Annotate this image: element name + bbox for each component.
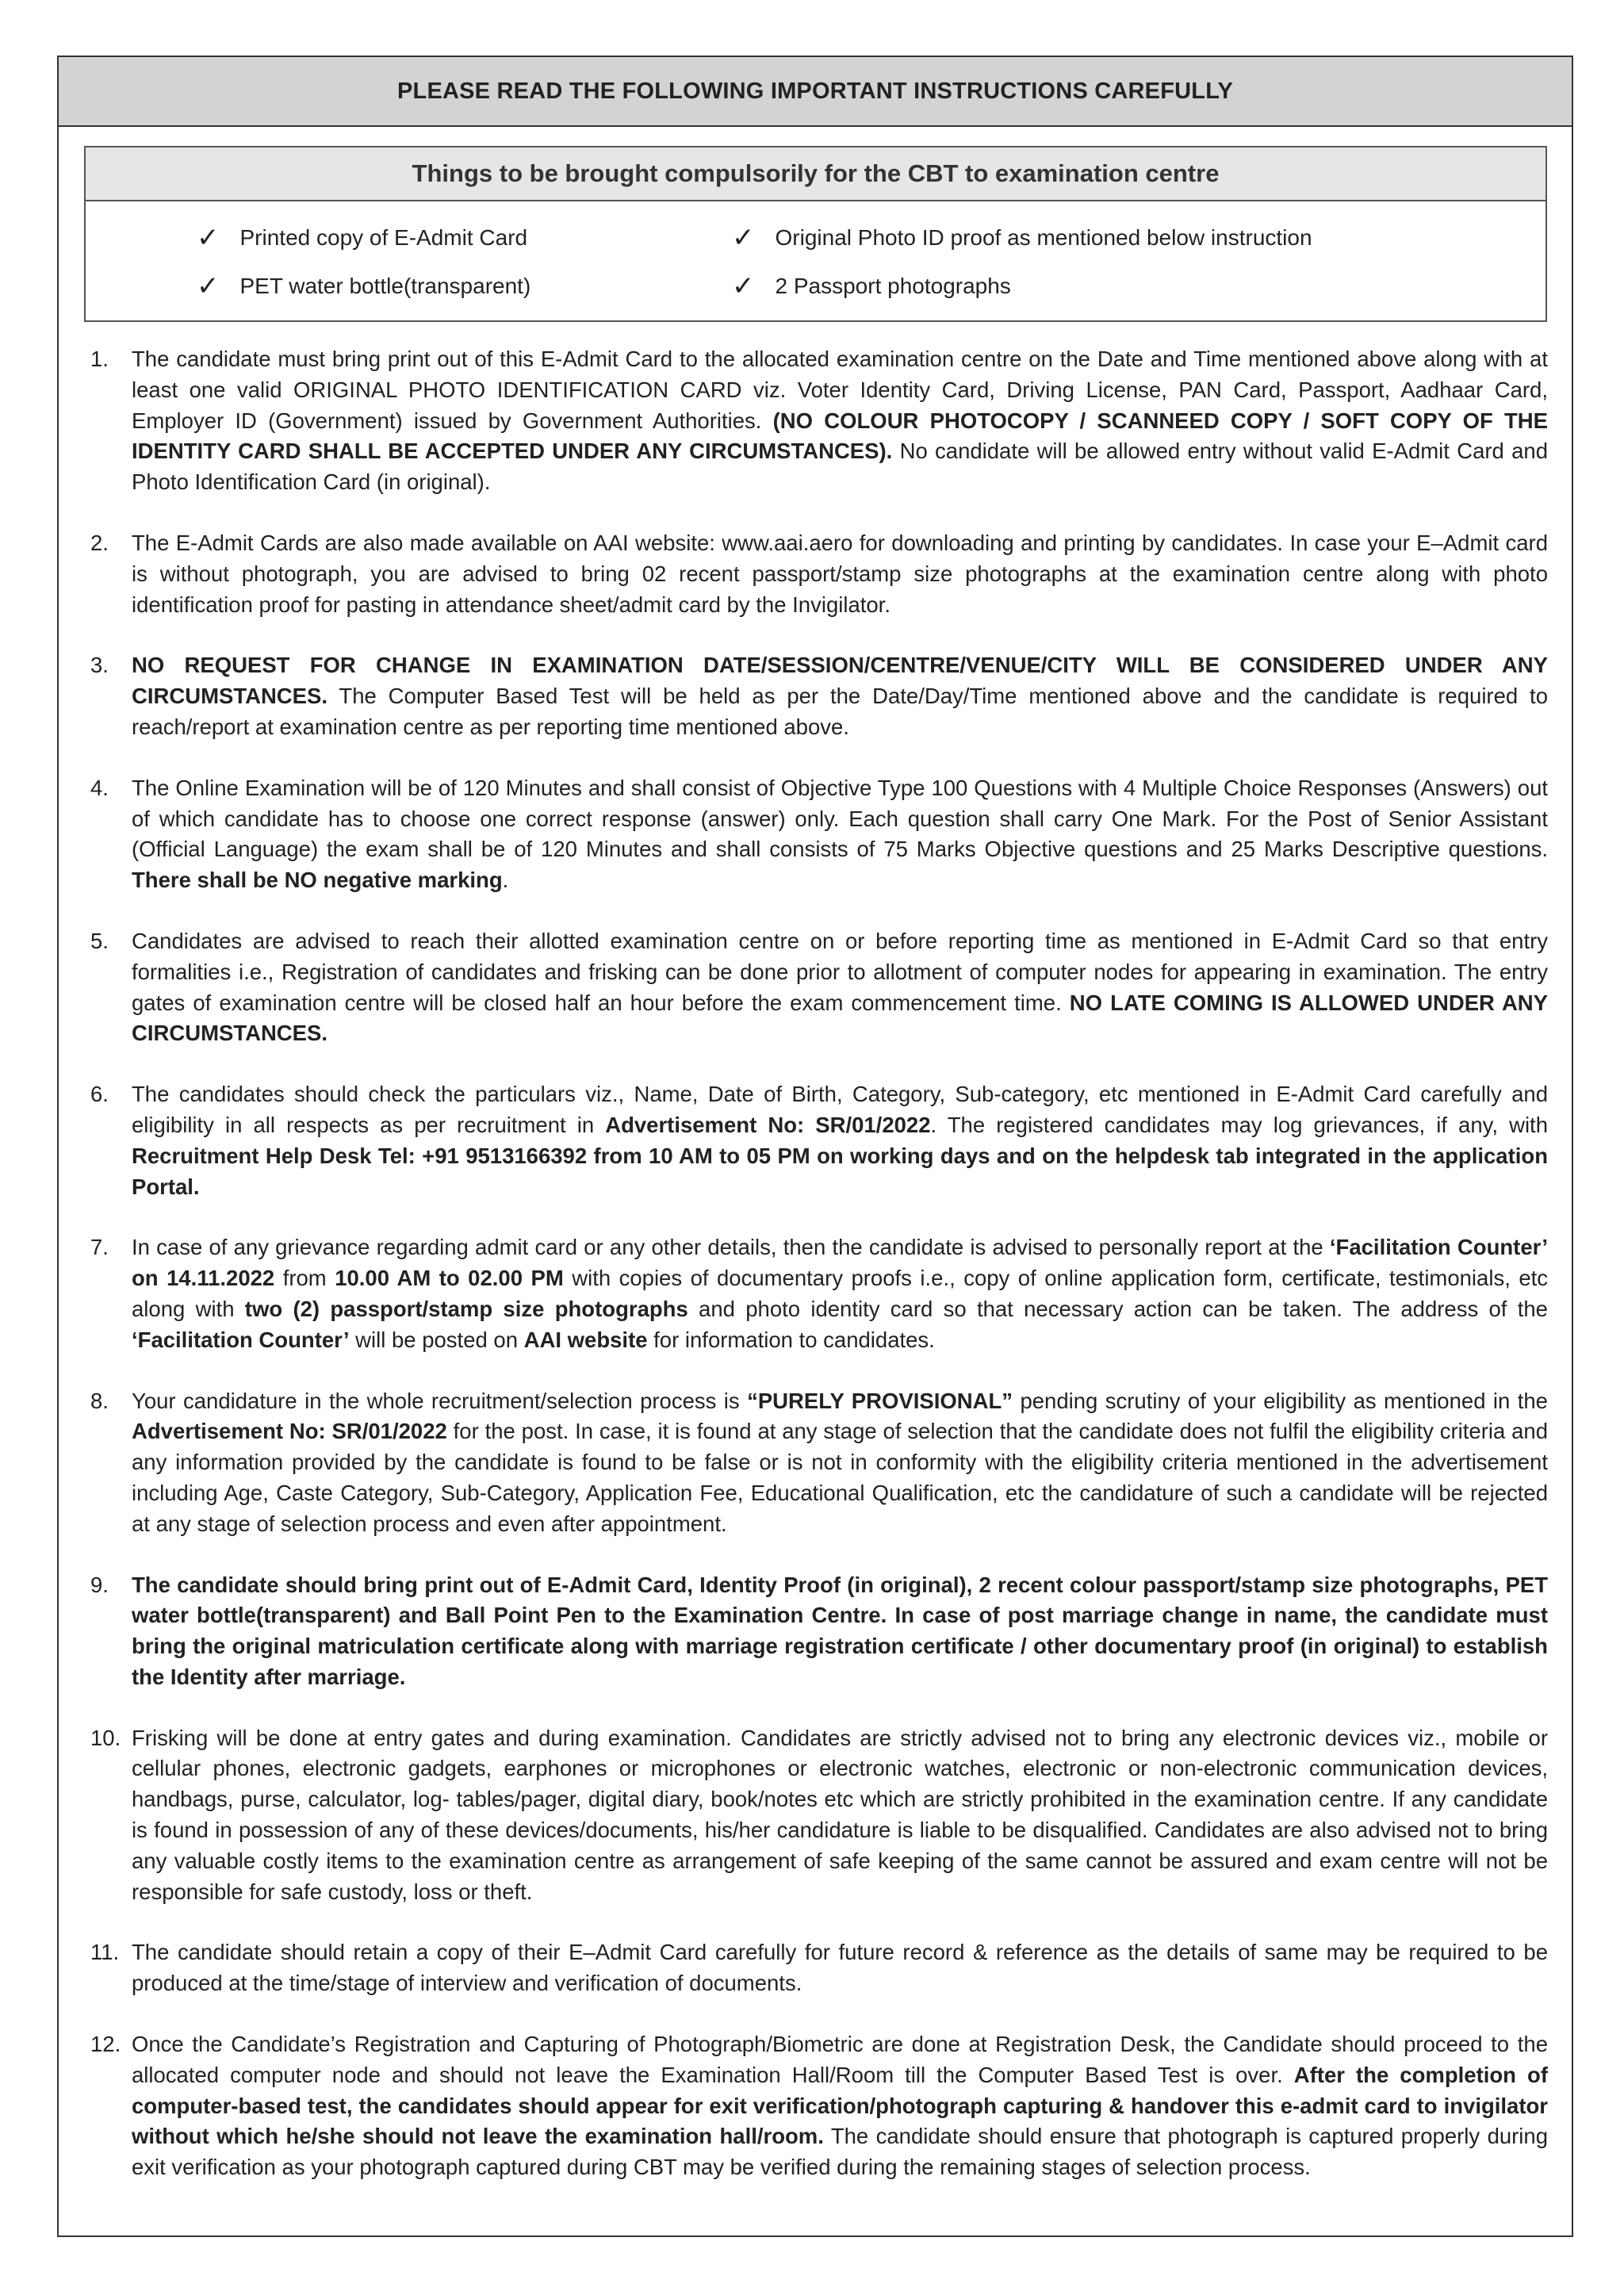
- instruction-plain-text: from: [274, 1266, 335, 1291]
- instruction-plain-text: Your candidature in the whole recruitment/selection process is: [132, 1388, 748, 1413]
- instruction-item: [90, 1570, 1548, 1693]
- instruction-plain-text: The E-Admit Cards are also made available on AAI website: www.aai.aero for downloading and printing by candidates. In case your E–Admit card is without photograph, you are advised to bring 02 recent passport/stamp size photographs at the examination centre along with photo identification proof for pasting in attendance sheet/admit card by the Invigilator.: [132, 530, 1548, 617]
- instruction-bold-text: NO REQUEST FOR CHANGE IN EXAMINATION DATE/SESSION/CENTRE/VENUE/CITY WILL BE CONSIDERED UNDER ANY CIRCUMSTANCES.: [132, 653, 1548, 709]
- instruction-bold-text: (NO COLOUR PHOTOCOPY / SCANNEED COPY / SOFT COPY OF THE IDENTITY CARD SHALL BE ACCEPTED UNDER ANY CIRCUMSTANCES).: [132, 408, 1548, 464]
- instruction-plain-text: . The registered candidates may log grievances, if any, with: [930, 1112, 1548, 1137]
- instruction-bold-text: The candidate should bring print out of E-Admit Card, Identity Proof (in original), 2 recent colour passport/stamp size photographs, PET water bottle(transparent) and Ball Point Pen to the Examination Centre. In case of post marriage change in name, the candidate must bring the original matriculation certificate along with marriage registration certificate / other documentary proof (in original) to establish the Identity after marriage.: [132, 1572, 1548, 1689]
- things-to-bring-box: [84, 146, 1547, 322]
- instruction-number: 6.: [90, 1082, 109, 1107]
- instruction-number: 5.: [90, 928, 109, 953]
- instruction-text: [132, 773, 1548, 896]
- instruction-number: 12.: [90, 2032, 121, 2057]
- instruction-plain-text: The Online Examination will be of 120 Minutes and shall consist of Objective Type 100 Questions with 4 Multiple Choice Responses (Answers) out of which candidate has to choose one correct response (answer) only. Each question shall carry One Mark. For the Post of Senior Assistant (Official Language) the exam shall be of 120 Minutes and shall consists of 75 Marks Objective questions and 25 Marks Descriptive questions.: [132, 775, 1548, 862]
- instruction-bold-text: AAI website: [523, 1327, 648, 1352]
- instruction-list: [90, 344, 1548, 2213]
- instruction-plain-text: The Computer Based Test will be held as per the Date/Day/Time mentioned above and the candidate is required to reach/report at examination centre as per reporting time mentioned above.: [132, 684, 1548, 739]
- instruction-number: 1.: [90, 347, 109, 371]
- check-mark-icon: ✓: [197, 270, 220, 302]
- instruction-text: [132, 528, 1548, 620]
- instruction-item: [90, 1723, 1548, 1908]
- instruction-plain-text: No candidate will be allowed entry without valid E-Admit Card and Photo Identification Card (in original).: [132, 439, 1548, 495]
- instruction-number: 10.: [90, 1725, 121, 1750]
- instruction-bold-text: two (2) passport/stamp size photographs: [244, 1296, 688, 1321]
- instruction-number: 9.: [90, 1572, 109, 1597]
- instruction-bold-text: NO LATE COMING IS ALLOWED UNDER ANY CIRCUMSTANCES.: [132, 990, 1549, 1046]
- instruction-number: 11.: [90, 1940, 120, 1965]
- instruction-item: [90, 650, 1548, 742]
- check-mark-icon: ✓: [732, 270, 755, 302]
- check-list-item: [197, 270, 530, 302]
- instruction-text: [132, 1079, 1548, 1202]
- instruction-number: 7.: [90, 1235, 109, 1260]
- instruction-bold-text: “PURELY PROVISIONAL”: [747, 1388, 1013, 1413]
- check-list-item: [197, 222, 527, 254]
- instruction-plain-text: The candidate should ensure that photograph is captured properly during exit verification as your photograph captured during CBT may be verified during the remaining stages of selection process.: [132, 2124, 1549, 2180]
- instruction-number: 4.: [90, 775, 109, 800]
- instruction-plain-text: The candidate should retain a copy of their E–Admit Card carefully for future record & reference as the details of same may be required to be produced at the time/stage of interview and verification of documents.: [132, 1940, 1548, 1996]
- instruction-text: [132, 1232, 1548, 1355]
- instruction-bold-text: Recruitment Help Desk Tel: +91 9513166392 from 10 AM to 05 PM on working days and on the helpdesk tab integrated in the application Portal.: [132, 1143, 1548, 1199]
- instruction-item: [90, 1386, 1548, 1540]
- instruction-plain-text: and photo identity card so that necessary action can be taken. The address of the: [688, 1296, 1548, 1321]
- instruction-plain-text: The candidates should check the particulars viz., Name, Date of Birth, Category, Sub-category, etc mentioned in E-Admit Card carefully and eligibility in all respects as per recruitment in: [132, 1082, 1548, 1137]
- instruction-bold-text: After the completion of computer-based test, the candidates should appear for exit verification/photograph capturing & handover this e-admit card to invigilator without which he/she should not leave the examination hall/room.: [132, 2062, 1548, 2149]
- instruction-bold-text: Advertisement No: SR/01/2022: [132, 1419, 447, 1444]
- instruction-text: [132, 650, 1548, 742]
- instruction-bold-text: There shall be NO negative marking: [132, 868, 503, 893]
- instruction-plain-text: pending scrutiny of your eligibility as mentioned in the: [1013, 1388, 1548, 1413]
- instruction-item: [90, 926, 1548, 1049]
- instruction-plain-text: Once the Candidate’s Registration and Capturing of Photograph/Biometric are done at Registration Desk, the Candidate should proceed to the allocated computer node and should not leave the Examination Hall/Room till the Computer Based Test is over.: [132, 2032, 1548, 2087]
- instruction-plain-text: for the post. In case, it is found at any stage of selection that the candidate does not fulfil the eligibility criteria and any information provided by the candidate is found to be false or is not in conformity with the eligibility criteria mentioned in the advertisement including Age, Caste Category, Sub-Category, Application Fee, Educational Qualification, etc the candidature of such a candidate will be rejected at any stage of selection process and even after appointment.: [132, 1419, 1548, 1536]
- instruction-text: [132, 1570, 1548, 1693]
- instruction-plain-text: The candidate must bring print out of this E-Admit Card to the allocated examination centre on the Date and Time mentioned above along with at least one valid ORIGINAL PHOTO IDENTIFICATION CARD viz. Voter Identity Card, Driving License, PAN Card, Passport, Aadhaar Card, Employer ID (Government) issued by Government Authorities.: [132, 347, 1548, 433]
- check-list-label: 2 Passport photographs: [775, 274, 1011, 298]
- instruction-text: [132, 1937, 1548, 1999]
- instruction-item: [90, 1937, 1548, 1999]
- instruction-plain-text: .: [502, 868, 509, 893]
- check-mark-icon: ✓: [732, 222, 755, 254]
- instruction-plain-text: with copies of documentary proofs i.e., copy of online application form, certificate, testimonials, etc along with: [132, 1266, 1549, 1321]
- instructions-frame: [57, 56, 1573, 2237]
- instruction-bold-text: ‘Facilitation Counter’: [132, 1327, 350, 1352]
- instructions-header: [59, 57, 1572, 127]
- check-list-label: PET water bottle(transparent): [239, 274, 531, 298]
- check-mark-icon: ✓: [197, 222, 220, 254]
- instruction-plain-text: Candidates are advised to reach their allotted examination centre on or before reporting time as mentioned in E-Admit Card so that entry formalities i.e., Registration of candidates and frisking can be done prior to allotment of computer nodes for appearing in examination. The entry gates of examination centre will be closed half an hour before the exam commencement time.: [132, 928, 1548, 1015]
- instruction-item: [90, 528, 1548, 620]
- instruction-item: [90, 1232, 1548, 1355]
- check-list-item: [732, 222, 1312, 254]
- instruction-text: [132, 344, 1548, 498]
- instruction-item: [90, 2029, 1548, 2183]
- instruction-item: [90, 1079, 1548, 1202]
- instruction-number: 8.: [90, 1388, 109, 1413]
- check-list-label: Printed copy of E-Admit Card: [239, 225, 528, 250]
- instruction-bold-text: Advertisement No: SR/01/2022: [605, 1112, 931, 1137]
- instruction-text: [132, 926, 1548, 1049]
- instruction-plain-text: In case of any grievance regarding admit card or any other details, then the candidate is advised to personally report at the: [132, 1235, 1330, 1260]
- instruction-item: [90, 773, 1548, 896]
- instruction-plain-text: for information to candidates.: [647, 1327, 935, 1352]
- instruction-bold-text: ‘Facilitation Counter’ on 14.11.2022: [132, 1235, 1548, 1291]
- instruction-bold-text: 10.00 AM to 02.00 PM: [335, 1266, 564, 1291]
- things-to-bring-heading: Things to be brought compulsorily for the CBT to examination centre: [412, 159, 1220, 187]
- instruction-text: [132, 1386, 1548, 1540]
- things-to-bring-title: [86, 147, 1545, 201]
- instruction-number: 3.: [90, 653, 109, 678]
- check-list-item: [732, 270, 1011, 302]
- instruction-text: [132, 2029, 1548, 2183]
- instruction-item: [90, 344, 1548, 498]
- instruction-text: [132, 1723, 1548, 1908]
- instruction-plain-text: will be posted on: [349, 1327, 524, 1352]
- instructions-title: PLEASE READ THE FOLLOWING IMPORTANT INSTRUCTIONS CAREFULLY: [397, 78, 1233, 104]
- instruction-number: 2.: [90, 530, 109, 555]
- check-list-label: Original Photo ID proof as mentioned below instruction: [775, 225, 1312, 250]
- instruction-plain-text: Frisking will be done at entry gates and during examination. Candidates are strictly advised not to bring any electronic devices viz., mobile or cellular phones, electronic gadgets, earphones or microphones or electronic watches, electronic or non-electronic communication devices, handbags, purse, calculator, log- tables/pager, digital diary, book/notes etc which are strictly prohibited in the examination centre. If any candidate is found in possession of any of these devices/documents, his/her candidature is liable to be disqualified. Candidates are also advised not to bring any valuable costly items to the examination centre as arrangement of safe keeping of the same cannot be assured and exam centre will not be responsible for safe custody, loss or theft.: [132, 1725, 1548, 1904]
